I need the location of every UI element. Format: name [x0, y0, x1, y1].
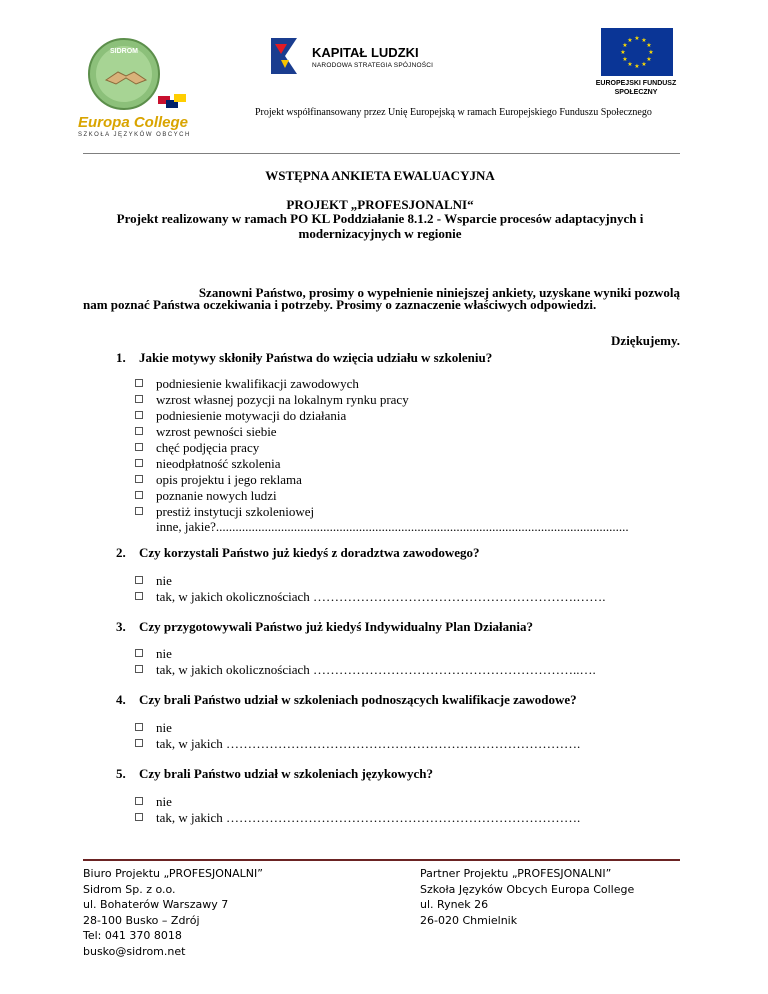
- europa-college-logo: [78, 112, 198, 140]
- flags-icon: [156, 92, 190, 114]
- question-text: Czy brali Państwo udział w szkoleniach językowych?: [139, 766, 433, 781]
- footer-line: Tel: 041 370 8018: [83, 929, 182, 942]
- checkbox-icon[interactable]: [135, 427, 143, 435]
- eu-fund-subtitle: SPOŁECZNY: [614, 89, 658, 96]
- footer-divider: [83, 859, 680, 861]
- svg-text:★: ★: [622, 56, 628, 63]
- svg-text:★: ★: [648, 49, 654, 56]
- option-label: tak, w jakich okolicznościach ……………………………………………………..….: [156, 662, 596, 677]
- question-number: 2.: [116, 545, 126, 560]
- checkbox-icon[interactable]: [135, 665, 143, 673]
- question-text: Czy brali Państwo udział w szkoleniach podnoszących kwalifikacje zawodowe?: [139, 692, 577, 707]
- checkbox-icon[interactable]: [135, 592, 143, 600]
- question-5: [116, 766, 433, 782]
- kapital-ludzki-icon: [267, 34, 303, 78]
- sidrom-logo-label: SIDROM: [110, 48, 138, 55]
- footer-project-office: [83, 866, 263, 959]
- footer-line: ul. Bohaterów Warszawy 7: [83, 898, 229, 911]
- thanks-text: Dziękujemy.: [611, 333, 680, 348]
- checkbox-icon[interactable]: [135, 649, 143, 657]
- option-label: tak, w jakich ……………………………………………………………………….: [156, 736, 581, 751]
- checkbox-icon[interactable]: [135, 507, 143, 515]
- option-label: podniesienie kwalifikacji zawodowych: [156, 376, 359, 391]
- checkbox-icon[interactable]: [135, 379, 143, 387]
- footer-line: Partner Projektu „PROFESJONALNI”: [420, 867, 612, 880]
- footer-line: 28-100 Busko – Zdrój: [83, 913, 200, 927]
- eu-fund-title: EUROPEJSKI FUNDUSZ: [595, 80, 677, 87]
- question-text: Jakie motywy skłoniły Państwa do wzięcia udziału w szkoleniu?: [139, 350, 493, 365]
- checkbox-icon[interactable]: [135, 459, 143, 467]
- svg-text:★: ★: [627, 61, 633, 68]
- project-realized-line2: modernizacyjnych w regionie: [298, 226, 462, 241]
- checkbox-icon[interactable]: [135, 395, 143, 403]
- option-label: podniesienie motywacji do działania: [156, 408, 347, 423]
- option-label: nie: [156, 794, 172, 809]
- question-text: Czy korzystali Państwo już kiedyś z doradztwa zawodowego?: [139, 545, 480, 560]
- kapital-ludzki-subtitle: NARODOWA STRATEGIA SPÓJNOŚCI: [312, 62, 434, 69]
- cofinanced-note: Projekt współfinansowany przez Unię Europejską w ramach Europejskiego Funduszu Społecznego: [255, 107, 652, 118]
- footer-email[interactable]: busko@sidrom.net: [83, 944, 186, 958]
- checkbox-icon[interactable]: [135, 576, 143, 584]
- europa-college-name: Europa College: [78, 114, 189, 131]
- option-label: chęć podjęcia pracy: [156, 440, 260, 455]
- option-label: wzrost pewności siebie: [156, 424, 277, 439]
- option-label: tak, w jakich ……………………………………………………………………….: [156, 810, 581, 825]
- question-number: 1.: [116, 350, 126, 365]
- intro-line1: Szanowni Państwo, prosimy o wypełnienie niniejszej ankiety, uzyskane wyniki pozwolą: [198, 285, 680, 300]
- survey-title: WSTĘPNA ANKIETA EWALUACYJNA: [265, 168, 495, 183]
- intro-line2: nam poznać Państwa oczekiwania i potrzeby. Prosimy o zaznaczenie właściwych odpowiedzi.: [83, 297, 597, 312]
- sidrom-logo: [88, 38, 160, 110]
- svg-text:★: ★: [627, 37, 633, 44]
- handshake-icon: [104, 66, 148, 88]
- question-2: [116, 545, 480, 561]
- svg-text:★: ★: [641, 61, 647, 68]
- option-label: tak, w jakich okolicznościach …………………………………………………….…….: [156, 589, 606, 604]
- checkbox-icon[interactable]: [135, 475, 143, 483]
- option-label: nie: [156, 646, 172, 661]
- kapital-ludzki-title: KAPITAŁ LUDZKI: [312, 45, 419, 60]
- option-label: wzrost własnej pozycji na lokalnym rynku pracy: [156, 392, 409, 407]
- svg-text:★: ★: [646, 42, 652, 49]
- option-label: poznanie nowych ludzi: [156, 488, 277, 503]
- footer-line: Biuro Projektu „PROFESJONALNI”: [83, 867, 263, 880]
- europa-college-sub: SZKOŁA JĘZYKÓW OBCYCH: [78, 132, 191, 138]
- other-answer-line[interactable]: inne, jakie?...............................................................................................................................: [156, 519, 629, 534]
- svg-text:★: ★: [622, 42, 628, 49]
- footer-line: ul. Rynek 26: [420, 898, 489, 911]
- option-label: prestiż instytucji szkoleniowej: [156, 504, 315, 519]
- question-number: 3.: [116, 619, 126, 634]
- question-number: 4.: [116, 692, 126, 707]
- checkbox-icon[interactable]: [135, 813, 143, 821]
- footer-line: Szkoła Języków Obcych Europa College: [420, 882, 635, 896]
- checkbox-icon[interactable]: [135, 723, 143, 731]
- project-title: PROJEKT „PROFESJONALNI“: [286, 197, 474, 212]
- header-divider: [83, 153, 680, 154]
- footer-line: 26-020 Chmielnik: [420, 913, 518, 927]
- project-realized-line1: Projekt realizowany w ramach PO KL Poddziałanie 8.1.2 - Wsparcie procesów adaptacyjnych i: [116, 211, 644, 226]
- checkbox-icon[interactable]: [135, 411, 143, 419]
- svg-text:★: ★: [634, 35, 640, 42]
- question-3: [116, 619, 533, 635]
- checkbox-icon[interactable]: [135, 739, 143, 747]
- question-1: [116, 350, 492, 366]
- checkbox-icon[interactable]: [135, 491, 143, 499]
- question-4: [116, 692, 577, 708]
- svg-text:★: ★: [634, 63, 640, 70]
- option-label: opis projektu i jego reklama: [156, 472, 302, 487]
- question-number: 5.: [116, 766, 126, 781]
- checkbox-icon[interactable]: [135, 797, 143, 805]
- eu-flag-icon: [601, 28, 673, 76]
- option-label: nie: [156, 573, 172, 588]
- option-label: nieodpłatność szkolenia: [156, 456, 281, 471]
- question-text: Czy przygotowywali Państwo już kiedyś Indywidualny Plan Działania?: [139, 619, 534, 634]
- footer-line: Sidrom Sp. z o.o.: [83, 882, 176, 896]
- svg-text:★: ★: [620, 49, 626, 56]
- svg-text:★: ★: [646, 56, 652, 63]
- svg-text:★: ★: [641, 37, 647, 44]
- checkbox-icon[interactable]: [135, 443, 143, 451]
- option-label: nie: [156, 720, 172, 735]
- footer-project-partner: [420, 866, 634, 928]
